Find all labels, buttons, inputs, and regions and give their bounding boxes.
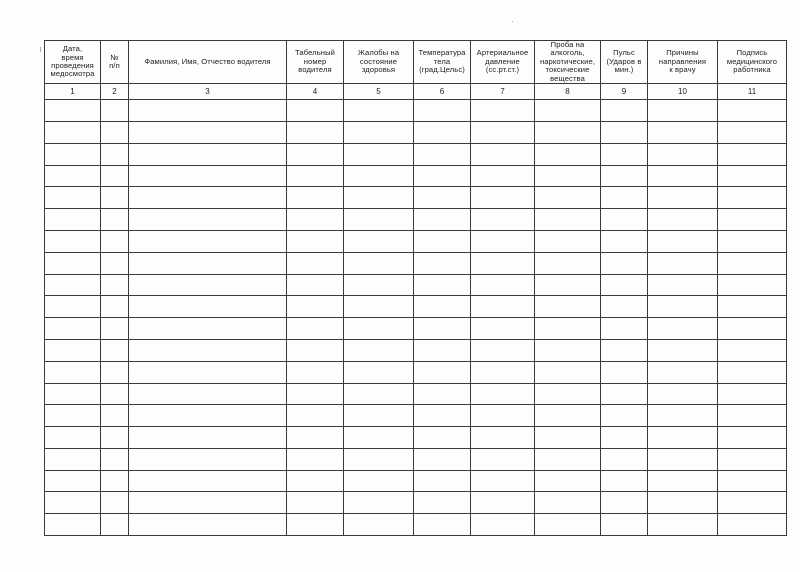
table-cell <box>45 165 101 187</box>
table-cell <box>287 514 344 536</box>
table-cell <box>45 514 101 536</box>
table-cell <box>101 492 129 514</box>
table-cell <box>471 339 535 361</box>
table-cell <box>101 470 129 492</box>
table-cell <box>129 187 287 209</box>
table-cell <box>344 405 414 427</box>
header-driver-name: Фамилия, Имя, Отчество водителя <box>129 41 287 84</box>
table-cell <box>648 165 718 187</box>
header-medic-signature: Подпись медицинского работника <box>718 41 787 84</box>
table-cell <box>535 209 601 231</box>
table-row <box>45 448 787 470</box>
table-cell <box>718 143 787 165</box>
table-cell <box>414 209 471 231</box>
header-date-time: Дата, время проведения медосмотра <box>45 41 101 84</box>
table-cell <box>129 143 287 165</box>
table-cell <box>101 405 129 427</box>
table-cell <box>129 296 287 318</box>
table-cell <box>601 448 648 470</box>
table-cell <box>648 514 718 536</box>
table-cell <box>414 339 471 361</box>
table-cell <box>648 231 718 253</box>
table-cell <box>287 427 344 449</box>
table-cell <box>101 100 129 122</box>
table-cell <box>129 514 287 536</box>
table-cell <box>45 296 101 318</box>
table-cell <box>601 143 648 165</box>
table-cell <box>648 122 718 144</box>
table-cell <box>471 100 535 122</box>
table-cell <box>471 514 535 536</box>
table-cell <box>601 470 648 492</box>
table-cell <box>471 231 535 253</box>
table-cell <box>414 405 471 427</box>
column-number-row <box>45 84 787 100</box>
table-row <box>45 427 787 449</box>
table-cell <box>535 143 601 165</box>
table-cell <box>129 318 287 340</box>
table-cell <box>648 100 718 122</box>
table-cell <box>45 383 101 405</box>
table-cell <box>344 361 414 383</box>
table-cell <box>535 296 601 318</box>
column-number: 1 <box>45 84 101 100</box>
table-cell <box>45 318 101 340</box>
table-cell <box>414 361 471 383</box>
table-row <box>45 296 787 318</box>
table-cell <box>648 296 718 318</box>
table-cell <box>287 296 344 318</box>
table-cell <box>648 209 718 231</box>
table-cell <box>601 252 648 274</box>
table-cell <box>718 361 787 383</box>
table-cell <box>718 100 787 122</box>
table-cell <box>414 383 471 405</box>
table-cell <box>45 492 101 514</box>
column-number: 6 <box>414 84 471 100</box>
table-row <box>45 187 787 209</box>
table-cell <box>344 296 414 318</box>
table-cell <box>101 165 129 187</box>
table-row <box>45 122 787 144</box>
table-cell <box>129 492 287 514</box>
table-cell <box>471 209 535 231</box>
table-cell <box>535 274 601 296</box>
table-cell <box>344 514 414 536</box>
table-cell <box>287 143 344 165</box>
table-cell <box>601 318 648 340</box>
table-row <box>45 252 787 274</box>
table-cell <box>287 492 344 514</box>
column-number: 7 <box>471 84 535 100</box>
table-cell <box>718 165 787 187</box>
table-cell <box>129 231 287 253</box>
scan-speck <box>512 21 513 22</box>
table-cell <box>129 383 287 405</box>
table-cell <box>414 427 471 449</box>
table-cell <box>344 252 414 274</box>
table-cell <box>344 448 414 470</box>
table-cell <box>471 252 535 274</box>
table-cell <box>471 296 535 318</box>
table-cell <box>101 448 129 470</box>
table-cell <box>601 339 648 361</box>
table-cell <box>45 100 101 122</box>
column-number: 3 <box>129 84 287 100</box>
journal-body <box>45 84 787 536</box>
table-cell <box>601 100 648 122</box>
table-cell <box>601 296 648 318</box>
table-cell <box>344 318 414 340</box>
table-cell <box>287 209 344 231</box>
table-cell <box>718 274 787 296</box>
table-cell <box>718 187 787 209</box>
table-cell <box>535 514 601 536</box>
table-cell <box>471 405 535 427</box>
table-cell <box>648 383 718 405</box>
table-cell <box>287 187 344 209</box>
table-cell <box>344 427 414 449</box>
table-row <box>45 165 787 187</box>
table-row <box>45 100 787 122</box>
table-row <box>45 514 787 536</box>
table-row <box>45 470 787 492</box>
table-cell <box>101 252 129 274</box>
medical-exam-journal-table <box>44 40 787 536</box>
table-cell <box>344 339 414 361</box>
table-cell <box>471 470 535 492</box>
table-cell <box>129 122 287 144</box>
table-cell <box>287 339 344 361</box>
table-cell <box>45 274 101 296</box>
table-cell <box>45 339 101 361</box>
table-cell <box>101 514 129 536</box>
table-cell <box>129 252 287 274</box>
table-cell <box>648 143 718 165</box>
table-cell <box>101 361 129 383</box>
table-cell <box>535 448 601 470</box>
table-cell <box>45 448 101 470</box>
table-cell <box>718 339 787 361</box>
table-cell <box>414 448 471 470</box>
table-cell <box>718 296 787 318</box>
table-cell <box>535 427 601 449</box>
table-cell <box>129 361 287 383</box>
table-cell <box>287 405 344 427</box>
table-cell <box>535 361 601 383</box>
column-number: 2 <box>101 84 129 100</box>
table-cell <box>414 514 471 536</box>
table-cell <box>45 427 101 449</box>
table-cell <box>718 209 787 231</box>
table-cell <box>101 427 129 449</box>
table-cell <box>718 231 787 253</box>
table-cell <box>414 187 471 209</box>
table-cell <box>287 318 344 340</box>
table-cell <box>535 339 601 361</box>
table-cell <box>129 165 287 187</box>
table-cell <box>601 231 648 253</box>
table-cell <box>648 187 718 209</box>
header-doctor-referral: Причины направления к врачу <box>648 41 718 84</box>
header-personnel-number: Табельный номер водителя <box>287 41 344 84</box>
table-cell <box>471 427 535 449</box>
table-cell <box>129 339 287 361</box>
table-cell <box>471 122 535 144</box>
header-number: № п/п <box>101 41 129 84</box>
table-cell <box>471 383 535 405</box>
table-cell <box>287 165 344 187</box>
table-cell <box>45 405 101 427</box>
table-cell <box>287 361 344 383</box>
table-cell <box>718 514 787 536</box>
table-row <box>45 274 787 296</box>
table-row <box>45 318 787 340</box>
table-cell <box>414 470 471 492</box>
table-cell <box>344 492 414 514</box>
table-cell <box>344 165 414 187</box>
table-cell <box>101 296 129 318</box>
table-cell <box>287 252 344 274</box>
table-cell <box>718 405 787 427</box>
table-cell <box>601 165 648 187</box>
header-alcohol-test: Проба на алкоголь, наркотические, токсические вещества <box>535 41 601 84</box>
table-cell <box>471 318 535 340</box>
table-cell <box>414 274 471 296</box>
column-number: 5 <box>344 84 414 100</box>
table-cell <box>718 318 787 340</box>
table-cell <box>101 143 129 165</box>
table-cell <box>45 187 101 209</box>
table-cell <box>45 361 101 383</box>
table-cell <box>535 492 601 514</box>
table-cell <box>45 122 101 144</box>
table-cell <box>601 383 648 405</box>
table-cell <box>101 274 129 296</box>
table-cell <box>718 383 787 405</box>
table-cell <box>471 165 535 187</box>
table-cell <box>471 492 535 514</box>
table-cell <box>45 209 101 231</box>
header-health-complaints: Жалобы на состояние здоровья <box>344 41 414 84</box>
table-cell <box>718 252 787 274</box>
table-cell <box>601 274 648 296</box>
table-cell <box>535 383 601 405</box>
header-row <box>45 41 787 84</box>
table-cell <box>601 187 648 209</box>
table-cell <box>101 383 129 405</box>
table-cell <box>601 405 648 427</box>
table-cell <box>535 252 601 274</box>
table-cell <box>287 100 344 122</box>
table-cell <box>648 405 718 427</box>
table-cell <box>648 339 718 361</box>
table-cell <box>535 187 601 209</box>
table-cell <box>129 209 287 231</box>
table-cell <box>129 405 287 427</box>
table-cell <box>471 187 535 209</box>
table-cell <box>718 470 787 492</box>
table-cell <box>471 274 535 296</box>
table-cell <box>535 405 601 427</box>
table-row <box>45 209 787 231</box>
table-cell <box>101 318 129 340</box>
table-cell <box>535 122 601 144</box>
table-cell <box>648 492 718 514</box>
header-temperature: Температура тела (град.Цельс) <box>414 41 471 84</box>
table-cell <box>648 361 718 383</box>
scan-speck <box>40 47 41 52</box>
column-number: 11 <box>718 84 787 100</box>
table-cell <box>287 231 344 253</box>
table-cell <box>414 492 471 514</box>
table-cell <box>45 470 101 492</box>
table-cell <box>648 252 718 274</box>
table-cell <box>535 165 601 187</box>
table-cell <box>535 470 601 492</box>
table-cell <box>344 209 414 231</box>
table-cell <box>471 361 535 383</box>
table-cell <box>287 383 344 405</box>
column-number: 10 <box>648 84 718 100</box>
table-cell <box>129 274 287 296</box>
table-cell <box>648 427 718 449</box>
table-cell <box>535 100 601 122</box>
table-cell <box>414 231 471 253</box>
table-cell <box>601 514 648 536</box>
table-cell <box>344 187 414 209</box>
column-number: 4 <box>287 84 344 100</box>
table-row <box>45 339 787 361</box>
table-cell <box>414 318 471 340</box>
table-cell <box>601 427 648 449</box>
table-cell <box>414 100 471 122</box>
table-cell <box>101 231 129 253</box>
table-cell <box>129 470 287 492</box>
table-cell <box>45 252 101 274</box>
table-cell <box>414 122 471 144</box>
table-row <box>45 231 787 253</box>
table-cell <box>535 231 601 253</box>
table-cell <box>344 383 414 405</box>
table-row <box>45 383 787 405</box>
table-cell <box>718 448 787 470</box>
table-cell <box>129 448 287 470</box>
table-cell <box>344 231 414 253</box>
table-cell <box>648 448 718 470</box>
table-cell <box>101 187 129 209</box>
header-pulse: Пульс (Ударов в мин.) <box>601 41 648 84</box>
table-cell <box>287 470 344 492</box>
table-cell <box>101 339 129 361</box>
column-number: 9 <box>601 84 648 100</box>
table-cell <box>101 209 129 231</box>
table-cell <box>648 470 718 492</box>
table-row <box>45 405 787 427</box>
table-cell <box>414 296 471 318</box>
table-cell <box>601 122 648 144</box>
table-cell <box>471 448 535 470</box>
table-cell <box>718 122 787 144</box>
table-cell <box>45 143 101 165</box>
table-cell <box>414 143 471 165</box>
table-cell <box>471 143 535 165</box>
table-cell <box>718 492 787 514</box>
table-cell <box>287 274 344 296</box>
table-cell <box>287 448 344 470</box>
table-cell <box>414 252 471 274</box>
table-cell <box>601 361 648 383</box>
table-cell <box>101 122 129 144</box>
table-cell <box>718 427 787 449</box>
table-cell <box>648 318 718 340</box>
table-cell <box>535 318 601 340</box>
table-cell <box>129 427 287 449</box>
table-cell <box>129 100 287 122</box>
table-cell <box>344 122 414 144</box>
table-cell <box>344 470 414 492</box>
table-cell <box>45 231 101 253</box>
table-row <box>45 361 787 383</box>
column-number: 8 <box>535 84 601 100</box>
table-cell <box>648 274 718 296</box>
table-cell <box>344 274 414 296</box>
table-cell <box>601 209 648 231</box>
table-cell <box>344 100 414 122</box>
table-cell <box>287 122 344 144</box>
table-row <box>45 492 787 514</box>
table-cell <box>601 492 648 514</box>
table-row <box>45 143 787 165</box>
table-cell <box>414 165 471 187</box>
header-blood-pressure: Артериальное давление (сс.рт.ст.) <box>471 41 535 84</box>
table-cell <box>344 143 414 165</box>
